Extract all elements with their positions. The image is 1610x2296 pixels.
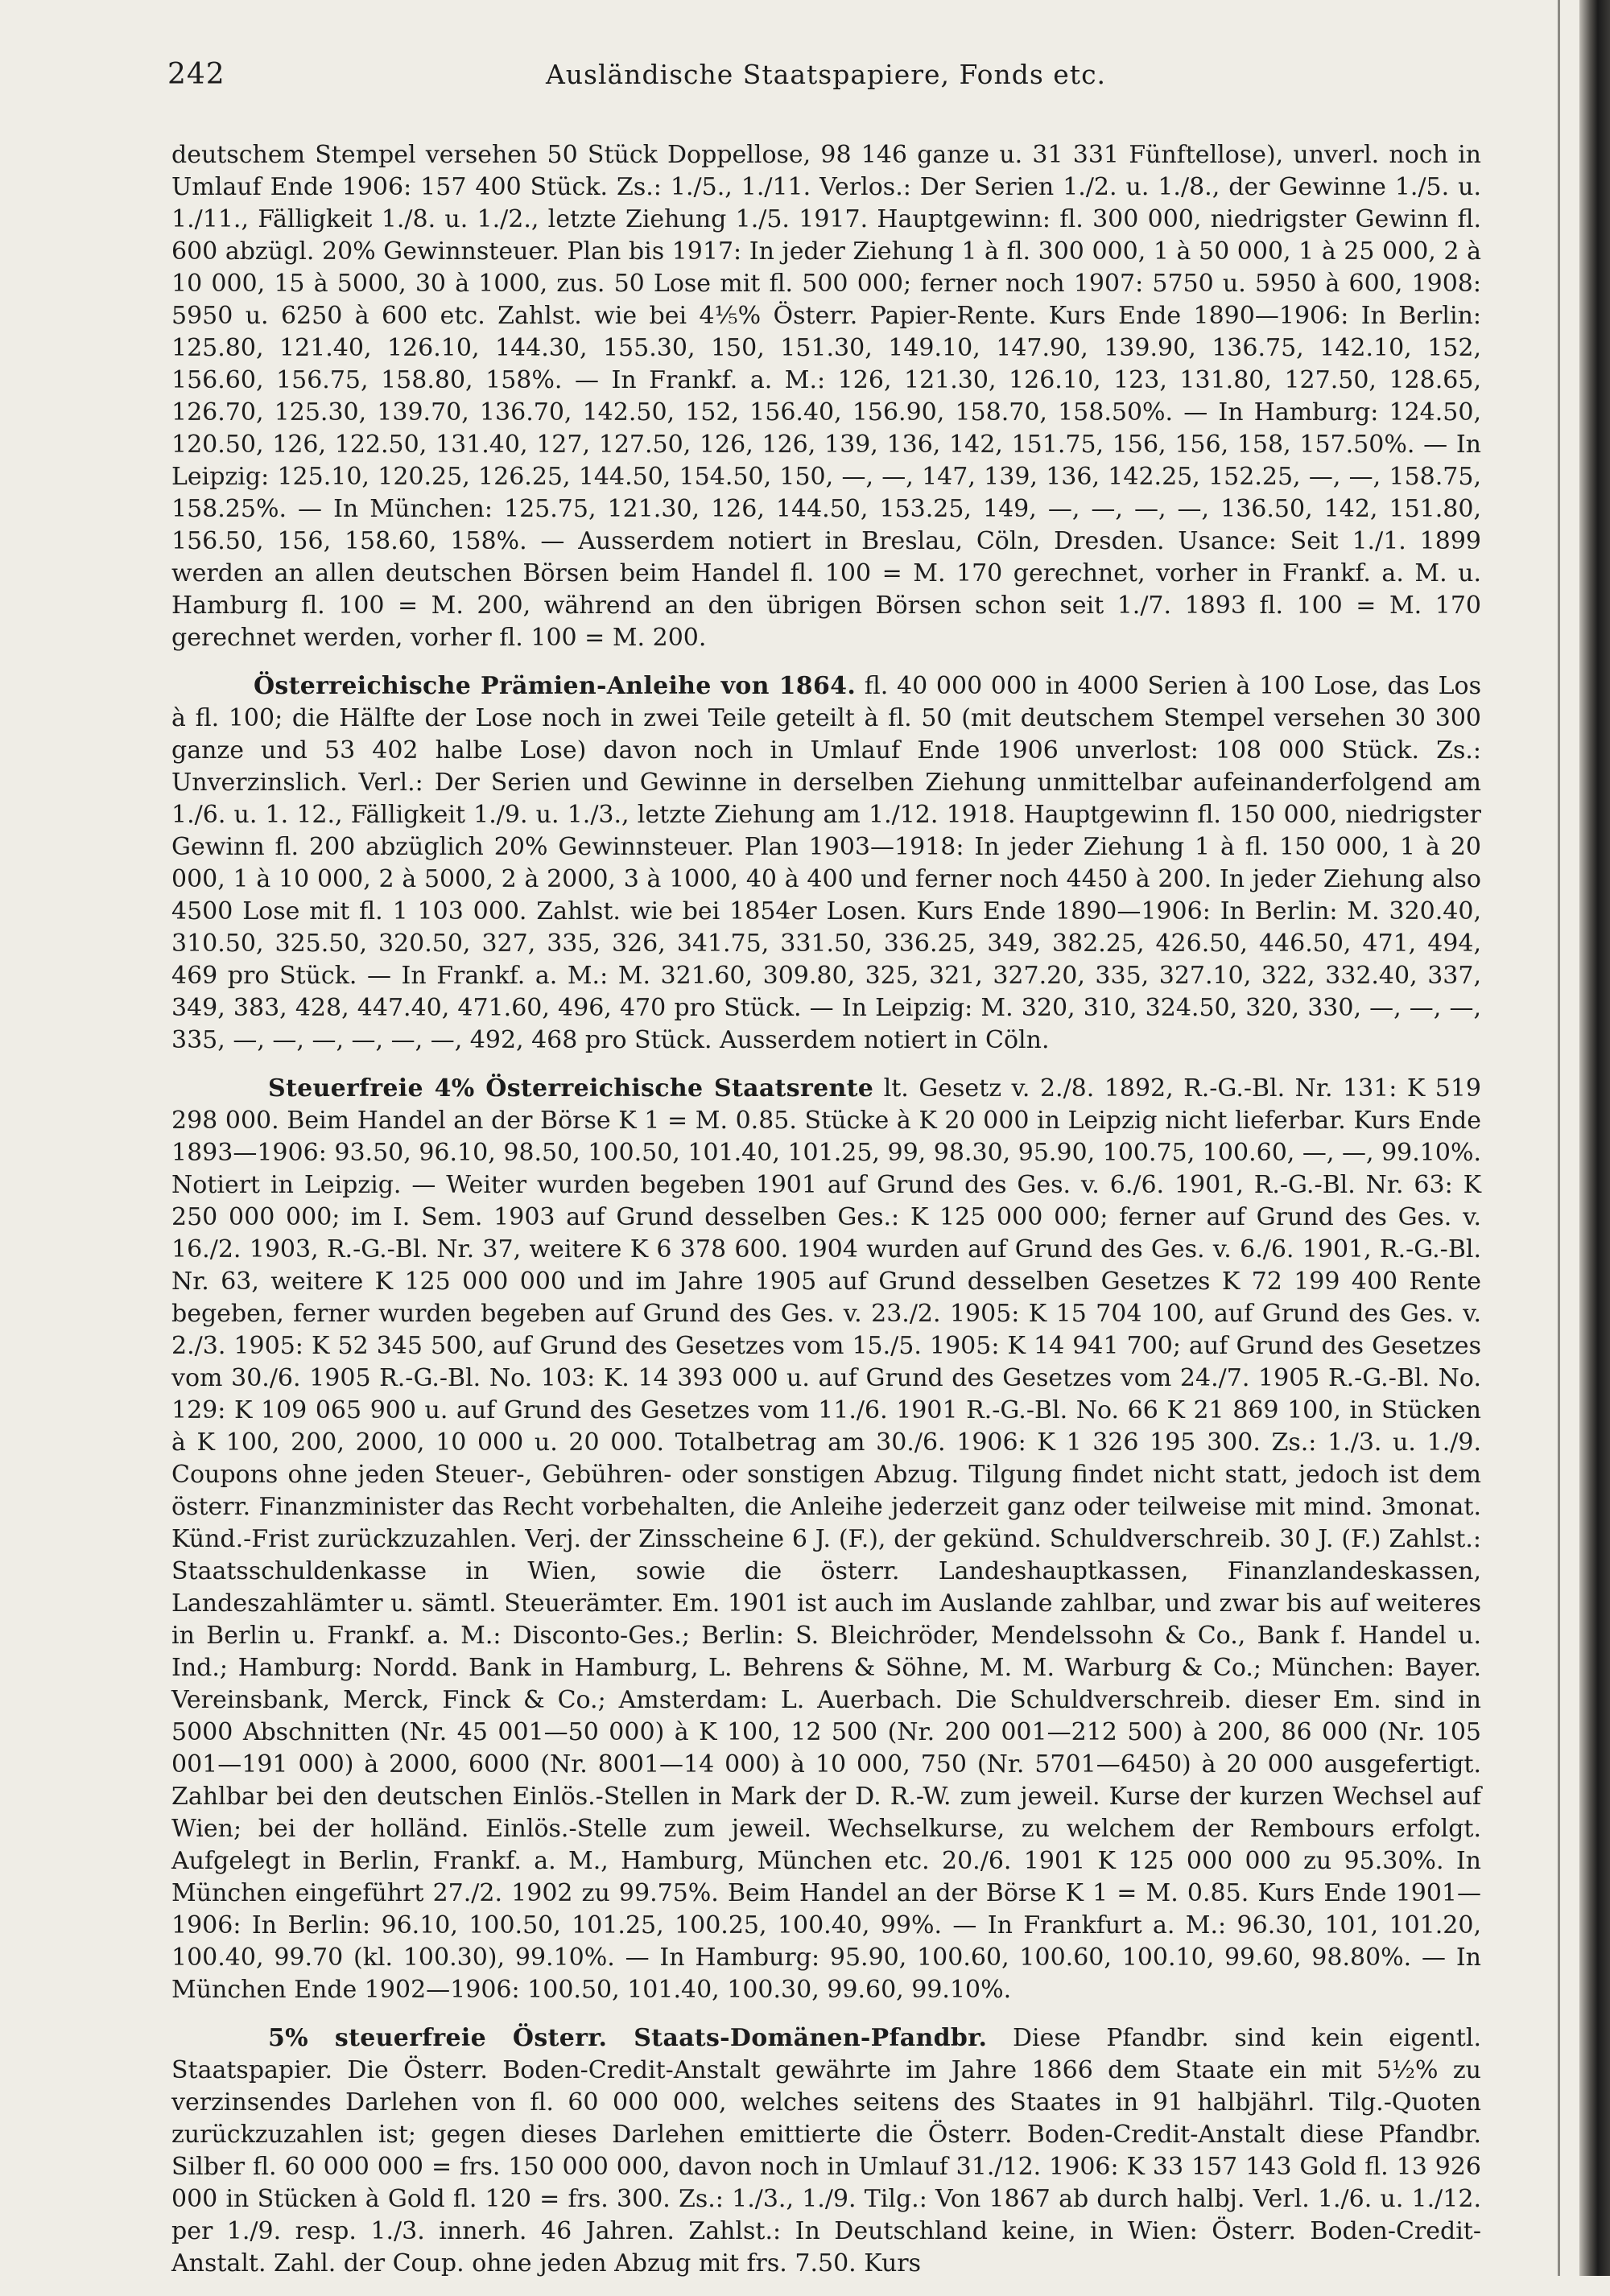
- entry-praemien-anleihe-1864: [171, 670, 1481, 1057]
- page-number: 242: [167, 58, 225, 91]
- entry-heading: 5% steuerfreie Österr. Staats-Domänen-Pfandbr.: [268, 2024, 988, 2052]
- binding-edge: [1579, 0, 1610, 2276]
- entry-continuation: [171, 139, 1481, 654]
- entry-text: lt. Gesetz v. 2./8. 1892, R.-G.-Bl. Nr. 131: K 519 298 000. Beim Handel an der Börse K 1 = M. 0.85. Stücke à K 20 000 in Leipzig nicht lieferbar. Kurs Ende 1893—1906: 93.50, 96.10, 98.50, 100.50, 101.40, 101.25, 99, 98.30, 95.90, 100.75, 100.60, —, —, 99.10%. Notiert in Leipzig. — Weiter wurden begeben 1901 auf Grund des Ges. v. 6./6. 1901, R.-G.-Bl. Nr. 63: K 250 000 000; im I. Sem. 1903 auf Grund desselben Ges.: K 125 000 000; ferner auf Grund des Ges. v. 16./2. 1903, R.-G.-Bl. Nr. 37, weitere K 6 378 600. 1904 wurden auf Grund des Ges. v. 6./6. 1901, R.-G.-Bl. Nr. 63, weitere K 125 000 000 und im Jahre 1905 auf Grund desselben Gesetzes K 72 199 400 Rente begeben, ferner wurden begeben auf Grund des Ges. v. 23./2. 1905: K 15 704 100, auf Grund des Ges. v. 2./3. 1905: K 52 345 500, auf Grund des Gesetzes vom 15./5. 1905: K 14 941 700; auf Grund des Gesetzes vom 30./6. 1905 R.-G.-Bl. No. 103: K. 14 393 000 u. auf Grund des Gesetzes vom 24./7. 1905 R.-G.-Bl. No. 129: K 109 065 900 u. auf Grund des Gesetzes vom 11./6. 1901 R.-G.-Bl. No. 66 K 21 869 100, in Stücken à K 100, 200, 2000, 10 000 u. 20 000. Totalbetrag am 30./6. 1906: K 1 326 195 300. Zs.: 1./3. u. 1./9. Coupons ohne jeden Steuer-, Gebühren- oder sonstigen Abzug. Tilgung findet nicht statt, jedoch ist dem österr. Finanzminister das Recht vorbehalten, die Anleihe jederzeit ganz oder teilweise mit mind. 3monat. Künd.-Frist zurückzuzahlen. Verj. der Zinsscheine 6 J. (F.), der gekünd. Schuldverschreib. 30 J. (F.) Zahlst.: Staatsschuldenkasse in Wien, sowie die österr. Landeshauptkassen, Finanzlandeskassen, Landeszahlämter u. sämtl. Steuerämter. Em. 1901 ist auch im Auslande zahlbar, und zwar bis auf weiteres in Berlin u. Frankf. a. M.: Disconto-Ges.; Berlin: S. Bleichröder, Mendelssohn & Co., Bank f. Handel u. Ind.; Hamburg: Nordd. Bank in Hamburg, L. Behrens & Söhne, M. M. Warburg & Co.; München: Bayer. Vereinsbank, Merck, Finck & Co.; Amsterdam: L. Auerbach. Die Schuldverschreib. dieser Em. sind in 5000 Abschnitten (Nr. 45 001—50 000) à K 100, 12 500 (Nr. 200 001—212 500) à 200, 86 000 (Nr. 105 001—191 000) à 2000, 6000 (Nr. 8001—14 000) à 10 000, 750 (Nr. 5701—6450) à 20 000 ausgefertigt. Zahlbar bei den deutschen Einlös.-Stellen in Mark der D. R.-W. zum jeweil. Kurse der kurzen Wechsel auf Wien; bei der holländ. Einlös.-Stelle zum jeweil. Wechselkurse, zu welchem der Rembours erfolgt. Aufgelegt in Berlin, Frankf. a. M., Hamburg, München etc. 20./6. 1901 K 125 000 000 zu 95.30%. In München eingeführt 27./2. 1902 zu 99.75%. Beim Handel an der Börse K 1 = M. 0.85. Kurs Ende 1901—1906: In Berlin: 96.10, 100.50, 101.25, 100.25, 100.40, 99%. — In Frankfurt a. M.: 96.30, 101, 101.20, 100.40, 99.70 (kl. 100.30), 99.10%. — In Hamburg: 95.90, 100.60, 100.60, 100.10, 99.60, 98.80%. — In München Ende 1902—1906: 100.50, 101.40, 100.30, 99.60, 99.10%.: [171, 1074, 1481, 2004]
- entry-text: fl. 40 000 000 in 4000 Serien à 100 Lose, das Los à fl. 100; die Hälfte der Lose noch in zwei Teile geteilt à fl. 50 (mit deutschem Stempel versehen 30 300 ganze und 53 402 halbe Lose) davon noch in Umlauf Ende 1906 unverlost: 108 000 Stück. Zs.: Unverzinslich. Verl.: Der Serien und Gewinne in derselben Ziehung unmittelbar aufeinanderfolgend am 1./6. u. 1. 12., Fälligkeit 1./9. u. 1./3., letzte Ziehung am 1./12. 1918. Hauptgewinn fl. 150 000, niedrigster Gewinn fl. 200 abzüglich 20% Gewinnsteuer. Plan 1903—1918: In jeder Ziehung 1 à fl. 150 000, 1 à 20 000, 1 à 10 000, 2 à 5000, 2 à 2000, 3 à 1000, 40 à 400 und ferner noch 4450 à 200. In jeder Ziehung also 4500 Lose mit fl. 1 103 000. Zahlst. wie bei 1854er Losen. Kurs Ende 1890—1906: In Berlin: M. 320.40, 310.50, 325.50, 320.50, 327, 335, 326, 341.75, 331.50, 336.25, 349, 382.25, 426.50, 446.50, 471, 494, 469 pro Stück. — In Frankf. a. M.: M. 321.60, 309.80, 325, 321, 327.20, 335, 327.10, 322, 332.40, 337, 349, 383, 428, 447.40, 471.60, 496, 470 pro Stück. — In Leipzig: M. 320, 310, 324.50, 320, 330, —, —, —, 335, —, —, —, —, —, —, 492, 468 pro Stück. Ausserdem notiert in Cöln.: [171, 672, 1482, 1054]
- entry-text: Diese Pfandbr. sind kein eigentl. Staatspapier. Die Österr. Boden-Credit-Anstalt gewährte im Jahre 1866 dem Staate ein mit 5½% zu verzinsendes Darlehen von fl. 60 000 000, welches seitens des Staates in 91 halbjährl. Tilg.-Quoten zurückzuzahlen ist; gegen dieses Darlehen emittierte die Österr. Boden-Credit-Anstalt diese Pfandbr. Silber fl. 60 000 000 = frs. 150 000 000, davon noch in Umlauf 31./12. 1906: K 33 157 143 Gold fl. 13 926 000 in Stücken à Gold fl. 120 = frs. 300. Zs.: 1./3., 1./9. Tilg.: Von 1867 ab durch halbj. Verl. 1./6. u. 1./12. per 1./9. resp. 1./3. innerh. 46 Jahren. Zahlst.: In Deutschland keine, in Wien: Österr. Boden-Credit-Anstalt. Zahl. der Coup. ohne jeden Abzug mit frs. 7.50. Kurs: [171, 2024, 1481, 2277]
- page-fold-line: [1558, 0, 1560, 2276]
- page-header: [167, 55, 1484, 95]
- entry-heading: Österreichische Prämien-Anleihe von 1864.: [254, 672, 857, 700]
- page-body: [171, 139, 1481, 2296]
- entry-heading: Steuerfreie 4% Österreichische Staatsrente: [268, 1074, 874, 1103]
- entry-staatsrente: [171, 1073, 1481, 2006]
- entry-domaenen-pfandbr: [171, 2022, 1481, 2280]
- running-title: Ausländische Staatspapiere, Fonds etc.: [545, 59, 1107, 90]
- entry-text: deutschem Stempel versehen 50 Stück Doppellose, 98 146 ganze u. 31 331 Fünftellose), unverl. noch in Umlauf Ende 1906: 157 400 Stück. Zs.: 1./5., 1./11. Verlos.: Der Serien 1./2. u. 1./8., der Gewinne 1./5. u. 1./11., Fälligkeit 1./8. u. 1./2., letzte Ziehung 1./5. 1917. Hauptgewinn: fl. 300 000, niedrigster Gewinn fl. 600 abzügl. 20% Gewinnsteuer. Plan bis 1917: In jeder Ziehung 1 à fl. 300 000, 1 à 50 000, 1 à 25 000, 2 à 10 000, 15 à 5000, 30 à 1000, zus. 50 Lose mit fl. 500 000; ferner noch 1907: 5750 u. 5950 à 600, 1908: 5950 u. 6250 à 600 etc. Zahlst. wie bei 4⅕% Österr. Papier-Rente. Kurs Ende 1890—1906: In Berlin: 125.80, 121.40, 126.10, 144.30, 155.30, 150, 151.30, 149.10, 147.90, 139.90, 136.75, 142.10, 152, 156.60, 156.75, 158.80, 158%. — In Frankf. a. M.: 126, 121.30, 126.10, 123, 131.80, 127.50, 128.65, 126.70, 125.30, 139.70, 136.70, 142.50, 152, 156.40, 156.90, 158.70, 158.50%. — In Hamburg: 124.50, 120.50, 126, 122.50, 131.40, 127, 127.50, 126, 126, 139, 136, 142, 151.75, 156, 156, 158, 157.50%. — In Leipzig: 125.10, 120.25, 126.25, 144.50, 154.50, 150, —, —, 147, 139, 136, 142.25, 152.25, —, —, 158.75, 158.25%. — In München: 125.75, 121.30, 126, 144.50, 153.25, 149, —, —, —, —, 136.50, 142, 151.80, 156.50, 156, 158.60, 158%. — Ausserdem notiert in Breslau, Cöln, Dresden. Usance: Seit 1./1. 1899 werden an allen deutschen Börsen beim Handel fl. 100 = M. 170 gerechnet, vorher in Frankf. a. M. u. Hamburg fl. 100 = M. 200, während an den übrigen Börsen schon seit 1./7. 1893 fl. 100 = M. 170 gerechnet werden, vorher fl. 100 = M. 200.: [171, 141, 1481, 652]
